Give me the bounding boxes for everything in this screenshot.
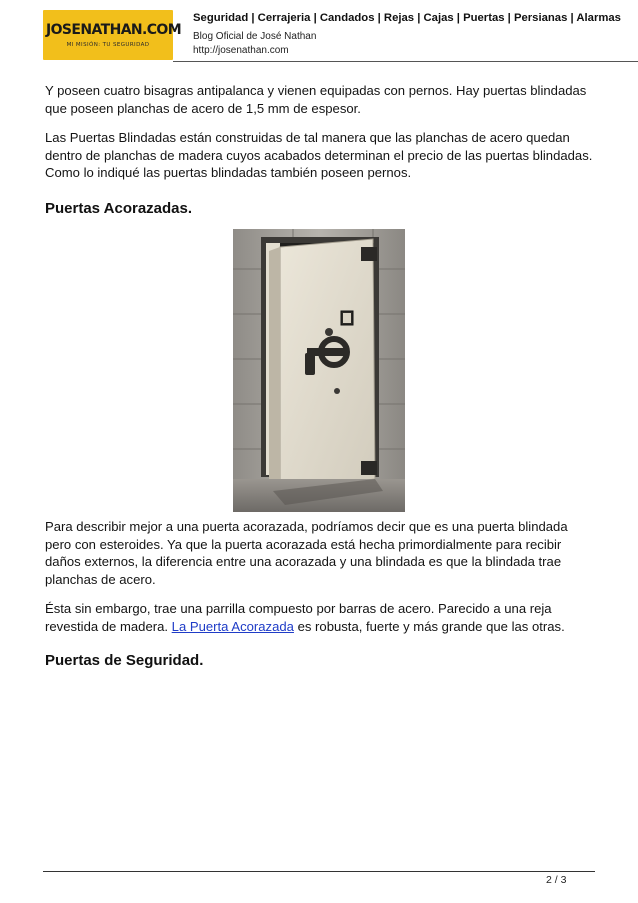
logo-tagline: MI MISIÓN: TU SEGURIDAD — [66, 42, 150, 48]
page-header — [43, 10, 638, 60]
paragraph-acorazada-descripcion: Para describir mejor a una puerta acorazada, podríamos decir que es una puerta blindada pero con esteroides. Ya que la puerta acorazada está hecha primordialmente para recibir daños externos, la diferencia entre una acorazada y una blindada es que la blindada trae planchas de acero. — [45, 519, 568, 587]
paragraph-acorazada-text-start: Ésta sin embargo, trae una parrilla compuesto por barras de acero. Parecido a una reja revestida de madera. — [45, 601, 552, 634]
header-subtitle: Blog Oficial de José Nathan — [193, 31, 317, 42]
heading-puertas-seguridad: Puertas de Seguridad. — [45, 652, 204, 669]
paragraph-acorazada-parrilla — [45, 600, 597, 635]
header-divider — [173, 61, 638, 62]
armored-door-illustration — [233, 229, 405, 512]
paragraph-puertas-blindadas: Las Puertas Blindadas están construidas de tal manera que las planchas de acero quedan dentro de planchas de madera cuyos acabados determinan el precio de las puertas blindadas. Como lo indiqué las puertas blindadas también poseen pernos. — [45, 130, 593, 180]
header-title: Seguridad | Cerrajeria | Candados | Rejas | Cajas | Puertas | Persianas | Alarmas — [193, 12, 621, 24]
site-logo[interactable] — [43, 10, 182, 60]
heading-puertas-acorazadas: Puertas Acorazadas. — [45, 200, 193, 217]
armored-door-photo — [233, 229, 405, 512]
link-puerta-acorazada[interactable]: La Puerta Acorazada — [171, 618, 294, 634]
logo-wordmark: JOSENATHAN.COM — [46, 22, 182, 38]
paragraph-bisagras: Y poseen cuatro bisagras antipalanca y vienen equipadas con pernos. Hay puertas blindadas que poseen planchas de acero de 1,5 mm de espesor. — [45, 83, 587, 116]
page-number: 2 / 3 — [546, 874, 567, 886]
paragraph-acorazada-text-end: es robusta, fuerte y más grande que las otras. — [293, 618, 565, 634]
footer-divider — [43, 871, 595, 872]
header-url: http://josenathan.com — [193, 45, 289, 56]
